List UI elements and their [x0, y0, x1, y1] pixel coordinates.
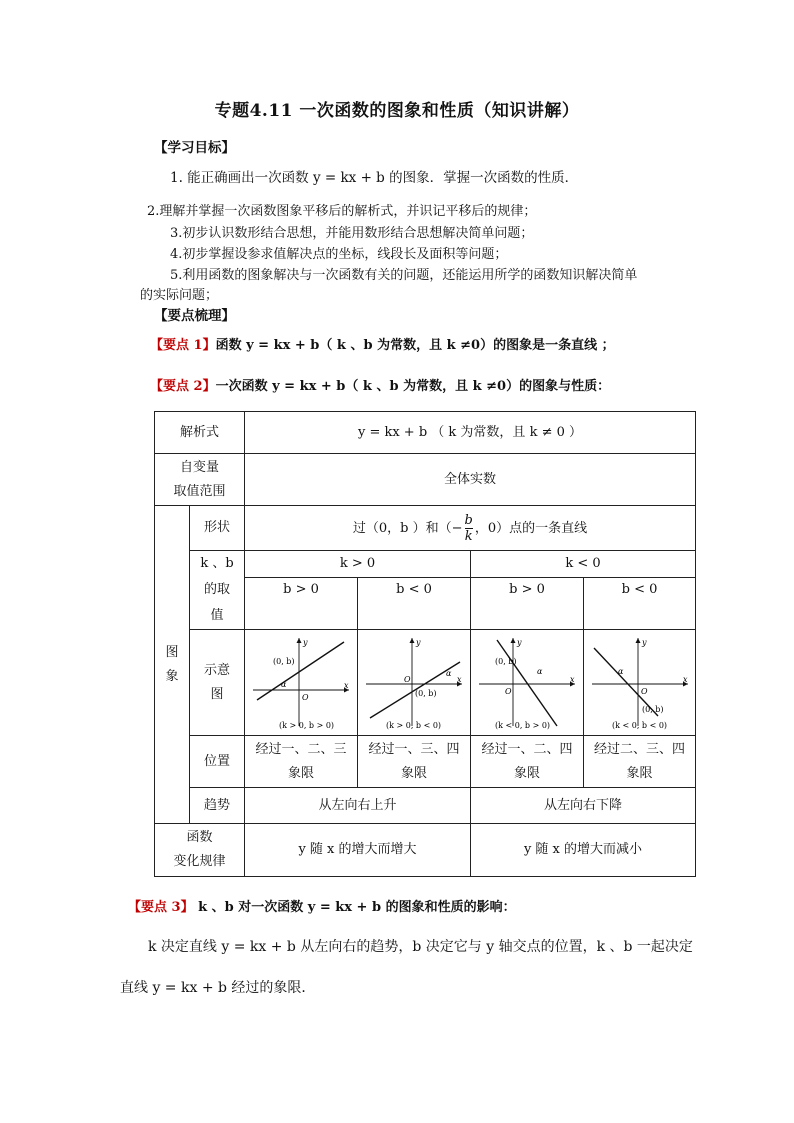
graph-caption: (k < 0, b < 0) — [611, 720, 667, 730]
shape-label: 形状 — [190, 506, 245, 551]
expr-value: y = kx + b （ k 为常数，且 k ≠ 0 ） — [245, 412, 696, 454]
expr-label: 解析式 — [155, 412, 245, 454]
origin-label: O — [404, 674, 411, 684]
b-value-3: b > 0 — [471, 578, 584, 630]
shape-frac-num: b — [464, 512, 473, 528]
keypoint-2-tag: 【要点 2】 — [150, 379, 216, 394]
alpha-label: α — [537, 666, 543, 676]
position-4 — [584, 736, 696, 788]
position-3-line-2: 象限 — [513, 765, 540, 781]
axis-y-label: y — [416, 637, 421, 647]
keypoint-3-text: k 、b 对一次函数 y = kx + b 的图象和性质的影响： — [193, 900, 516, 915]
objective-5: 5.利用函数的图象解决与一次函数有关的问题，还能运用所学的函数知识解决简单 — [170, 268, 638, 283]
position-4-line-2: 象限 — [626, 765, 653, 781]
position-3-line-1: 经过一、二、四 — [481, 741, 573, 757]
trend-down: 从左向右下降 — [471, 788, 696, 824]
intercept-label: (0, b) — [415, 688, 437, 698]
func-label-1: 函数 — [186, 830, 213, 845]
objective-1: 1. 能正确画出一次函数 y = kx + b 的图象．掌握一次函数的性质． — [170, 170, 579, 186]
domain-label-1: 自变量 — [179, 459, 219, 475]
func-increasing: y 随 x 的增大而增大 — [245, 824, 471, 877]
func-decreasing: y 随 x 的增大而减小 — [471, 824, 696, 877]
position-3 — [471, 736, 584, 788]
intercept-label: (0, b) — [495, 656, 517, 666]
graph-k-neg-b-neg — [584, 630, 696, 736]
objective-3: 3.初步认识数形结合思想，并能用数形结合思想解决简单问题； — [170, 226, 534, 241]
kb-label-1: k 、b — [200, 556, 234, 571]
domain-value: 全体实数 — [245, 454, 696, 506]
graph-k-pos-b-pos — [245, 630, 358, 736]
properties-table — [154, 411, 696, 877]
keypoint-1 — [150, 334, 615, 353]
position-1-line-2: 象限 — [287, 765, 314, 781]
shape-frac-den: k — [464, 528, 473, 544]
diagram-label-2: 图 — [210, 686, 224, 702]
k-negative: k < 0 — [471, 551, 696, 578]
keypoints-header: 【要点梳理】 — [154, 308, 235, 324]
keypoint-3-body-2: 直线 y = kx + b 经过的象限． — [120, 980, 316, 996]
shape-value — [245, 506, 696, 551]
position-2-line-1: 经过一、三、四 — [368, 741, 460, 757]
axis-x-label: x — [682, 674, 688, 684]
graph-caption: (k > 0, b > 0) — [279, 720, 335, 730]
position-label: 位置 — [190, 736, 245, 788]
objectives-header: 【学习目标】 — [154, 140, 235, 156]
domain-label-2: 取值范围 — [173, 483, 226, 499]
objective-2: 2.理解并掌握一次函数图象平移后的解析式，并识记平移后的规律； — [147, 204, 537, 219]
b-value-2: b < 0 — [358, 578, 471, 630]
graph-caption: (k > 0, b < 0) — [386, 720, 442, 730]
alpha-label: α — [446, 668, 452, 678]
alpha-label: α — [617, 666, 623, 676]
k-positive: k > 0 — [245, 551, 471, 578]
axis-y-label: y — [517, 637, 522, 647]
graph-caption: (k < 0, b > 0) — [495, 720, 551, 730]
graph-group-label — [155, 506, 190, 824]
axis-x-label: x — [570, 674, 575, 684]
keypoint-2 — [150, 375, 610, 394]
position-1 — [245, 736, 358, 788]
intercept-label: (0, b) — [273, 656, 295, 666]
shape-prefix: 过（0，b ）和（− — [352, 520, 463, 536]
keypoint-1-text: 函数 y = kx + b（ k 、b 为常数，且 k ≠0）的图象是一条直线 ； — [215, 338, 615, 353]
alpha-label: α — [281, 679, 287, 689]
position-2 — [358, 736, 471, 788]
b-value-1: b > 0 — [245, 578, 358, 630]
graph-k-neg-b-pos — [471, 630, 584, 736]
b-value-4: b < 0 — [584, 578, 696, 630]
page-title: 专题4.11 一次函数的图象和性质（知识讲解） — [214, 101, 580, 121]
axis-y-label: y — [641, 637, 647, 647]
diagram-label — [190, 630, 245, 736]
intercept-label: (0, b) — [641, 704, 664, 714]
keypoint-3-tag: 【要点 3】 — [128, 900, 194, 915]
keypoint-2-text: 一次函数 y = kx + b（ k 、b 为常数，且 k ≠0）的图象与性质： — [215, 379, 611, 394]
kb-label-3: 值 — [210, 608, 224, 623]
position-1-line-1: 经过一、二、三 — [255, 741, 347, 757]
func-label — [155, 824, 245, 877]
objective-5-cont: 的实际问题； — [140, 288, 219, 303]
keypoint-3-body-1: k 决定直线 y = kx + b 从左向右的趋势，b 决定它与 y 轴交点的位置，k 、b 一起决定 — [148, 939, 693, 955]
keypoint-1-tag: 【要点 1】 — [150, 338, 216, 353]
graph-group-label-1: 图 — [165, 644, 179, 660]
keypoint-3 — [128, 896, 516, 915]
kb-label — [190, 551, 245, 630]
origin-label: O — [505, 686, 512, 696]
graph-group-label-2: 象 — [165, 668, 179, 684]
origin-label: O — [302, 692, 309, 702]
position-2-line-2: 象限 — [400, 765, 427, 781]
objective-4: 4.初步掌握设参求值解决点的坐标，线段长及面积等问题； — [170, 247, 508, 262]
axis-x-label: x — [344, 680, 349, 690]
axis-x-label: x — [457, 674, 462, 684]
trend-label: 趋势 — [190, 788, 245, 824]
trend-up: 从左向右上升 — [245, 788, 471, 824]
shape-suffix: ，0）点的一条直线 — [474, 520, 588, 536]
diagram-label-1: 示意 — [203, 662, 230, 678]
origin-label: O — [640, 686, 648, 696]
axis-y-label: y — [303, 637, 308, 647]
shape-fraction — [465, 513, 473, 544]
kb-label-2: 的取 — [203, 582, 230, 597]
domain-label — [155, 454, 245, 506]
graph-k-pos-b-neg — [358, 630, 471, 736]
position-4-line-1: 经过二、三、四 — [593, 741, 685, 757]
func-label-2: 变化规律 — [173, 854, 226, 869]
